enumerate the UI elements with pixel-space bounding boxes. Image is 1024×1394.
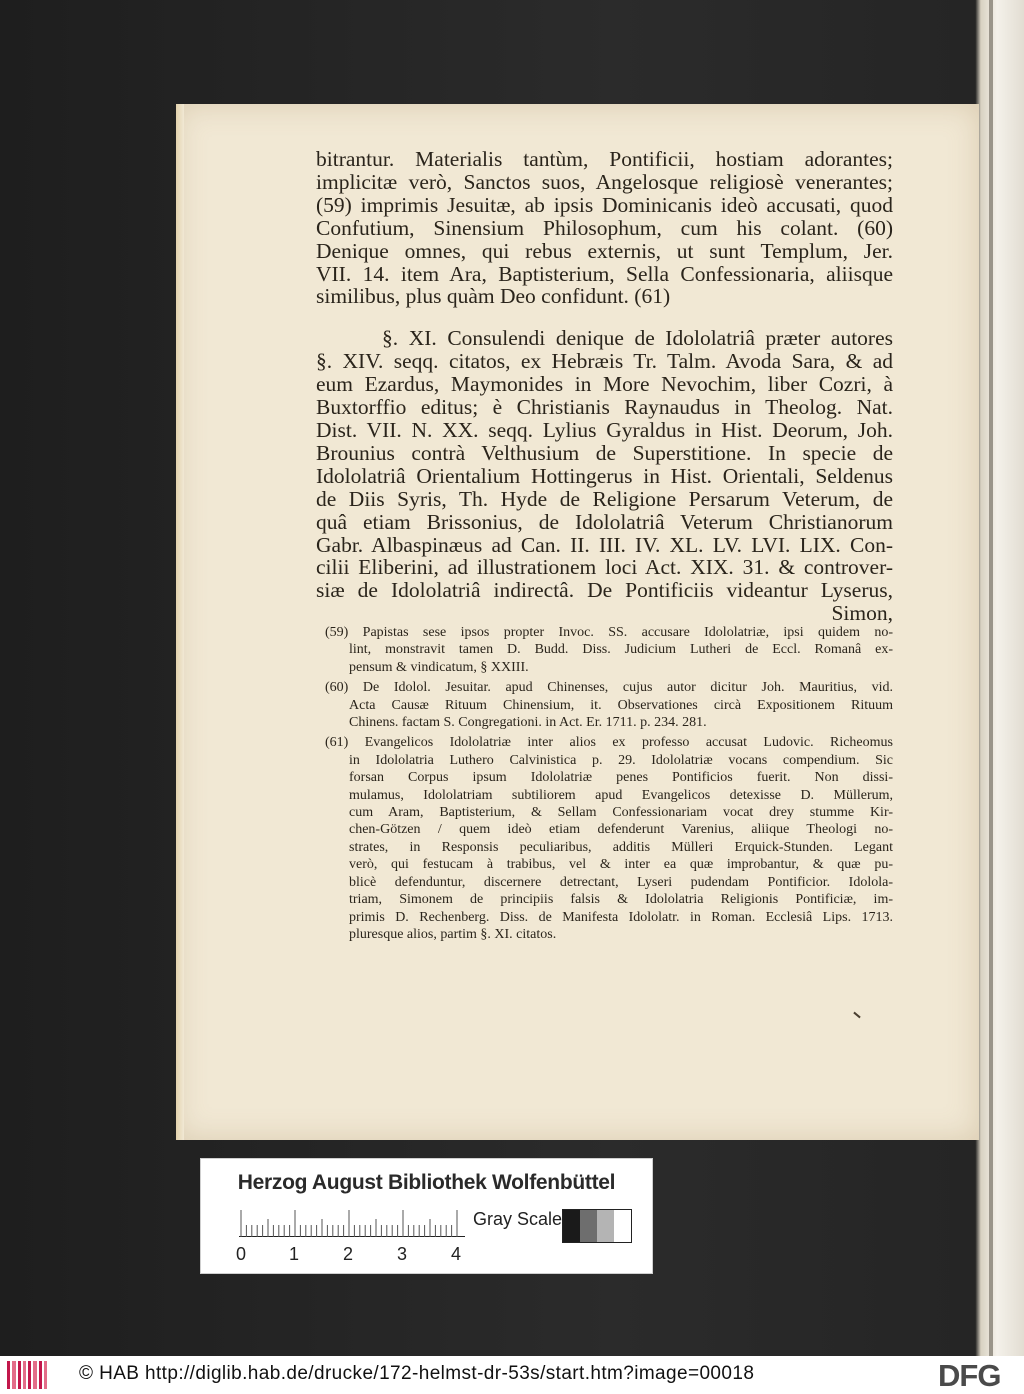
footnote-line: primis D. Rechenberg. Diss. de Manifesta Idololatr. in Roman. Ecclesiâ Lips. 1713. — [349, 909, 893, 925]
card-title: Herzog August Bibliothek Wolfenbüttel — [237, 1171, 616, 1194]
footnote-59 — [325, 624, 893, 676]
text-line: (59) imprimis Jesuitæ, ab ipsis Dominicanis ideò accusati, quod — [316, 192, 893, 217]
paragraph-2 — [316, 327, 893, 625]
copyright-link[interactable]: © HAB http://diglib.hab.de/drucke/172-helmst-dr-53s/start.htm?image=00018 — [79, 1363, 755, 1384]
footnotes — [325, 624, 893, 946]
text-line: implicitæ verò, Sanctos suos, Angelosque religiosè venerantes; — [316, 169, 893, 194]
text-line: siæ de Idololatriâ indirectâ. De Pontificiis videantur Lyserus, — [316, 578, 893, 603]
footnote-line: (61) Evangelicos Idololatriæ inter alios ex professo accusat Ludovic. Richeomus — [325, 735, 893, 751]
footnote-line: in Idololatria Luthero Calvinistica p. 29. Idololatriæ vocans compendium. Sic — [349, 752, 893, 768]
hab-logo-icon — [7, 1361, 47, 1389]
text-line: Idololatriâ Orientalium Hottingerus in Hist. Orientali, Seldenus — [316, 463, 893, 488]
text-line: §. XIV. seqq. citatos, ex Hebræis Tr. Talm. Avoda Sara, & ad — [316, 349, 893, 374]
text-line: Brounius contrà Velthusium de Superstitione. In specie de — [316, 440, 893, 465]
footnote-line: strates, in Responsis peculiaribus, additis Mülleri Erquick-Stunden. Legant — [349, 839, 893, 855]
catchword: Simon, — [831, 601, 893, 626]
text-line: similibus, plus quàm Deo confidunt. (61) — [316, 284, 671, 309]
footnote-61 — [325, 734, 893, 943]
footnote-line: chen-Götzen / quem ideò etiam defenderunt Varenius, aliique Theologi no- — [349, 822, 893, 838]
book-edge — [975, 0, 1024, 1356]
footnote-line: cum Aram, Baptisterium, & Sellam Confessionariam vocat drey stumme Kir- — [349, 805, 893, 821]
text-line: §. XI. Consulendi denique de Idololatriâ præter autores — [382, 326, 893, 351]
footnote-line: blicè defenduntur, discernere detrectant, Lyseri pudendam Pontificior. Idolola- — [349, 874, 893, 890]
gray-scale-label: Gray Scale — [473, 1209, 563, 1229]
footnote-line: mulamus, Idololatriam subtiliorem apud Evangelicos detexisse D. Müllerum, — [349, 787, 893, 803]
gray-patch — [597, 1210, 614, 1242]
ink-mark — [853, 1012, 860, 1019]
text-line: Dist. VII. N. XX. seqq. Lylius Gyraldus in Hist. Deorum, Joh. — [316, 417, 893, 442]
text-line: Confutium, Sinensium Philosophum, cum his colant. (60) — [316, 215, 893, 240]
footnote-60 — [325, 679, 893, 731]
footnote-line: pluresque alios, partim §. XI. citatos. — [349, 926, 557, 942]
paragraph-1 — [316, 148, 893, 308]
text-line: Denique omnes, qui rebus externis, ut sunt Templum, Jer. — [316, 238, 893, 263]
text-line: de Diis Syris, Th. Hyde de Religione Persarum Veterum, de — [316, 486, 893, 511]
scale-number: 3 — [396, 1244, 408, 1264]
scale-number: 1 — [288, 1244, 300, 1264]
gray-patch — [563, 1210, 580, 1242]
ruler-ticks — [239, 1209, 465, 1237]
footnote-line: (60) De Idolol. Jesuitar. apud Chinenses, cujus autor dicitur Joh. Mauritius, vid. — [325, 680, 893, 696]
text-line: cilii Eliberini, ad illustrationem loci Act. XIX. 31. & controver- — [316, 555, 893, 580]
text-line: quâ etiam Brissonius, de Idololatriâ Veterum Christianorum — [316, 509, 893, 534]
footnote-line: verò, qui festucam à trabibus, vel & inter ea quæ improbantur, & quæ pu- — [349, 857, 893, 873]
footnote-line: forsan Corpus ipsum Idololatriæ penes Pontificios fuerit. Non dissi- — [349, 770, 893, 786]
footnote-line: lint, monstravit tamen D. Budd. Diss. Judicium Lutheri de Eccl. Romanâ ex- — [349, 642, 893, 658]
footnote-line: triam, Simonem de principiis falsis & Idololatria Religionis Pontificiæ, im- — [349, 892, 893, 908]
gray-patch — [580, 1210, 597, 1242]
scale-number: 0 — [235, 1244, 247, 1264]
gray-patch — [614, 1210, 631, 1242]
ruler — [235, 1209, 465, 1264]
scale-number: 4 — [450, 1244, 462, 1264]
dfg-logo: DFG — [938, 1358, 1001, 1393]
gray-scale-patches — [562, 1209, 632, 1243]
text-line: Gabr. Albaspinæus ad Can. II. III. IV. XL. LV. LVI. LIX. Con- — [316, 532, 893, 557]
book-page — [176, 104, 979, 1140]
text-line: eum Ezardus, Maymonides in More Nevochim, liber Cozri, à — [316, 372, 893, 397]
text-line: bitrantur. Materialis tantùm, Pontificii, hostiam adorantes; — [316, 147, 893, 171]
footnote-line: Chinens. factam S. Congregationi. in Act. Er. 1711. p. 234. 281. — [349, 715, 707, 731]
scale-number: 2 — [342, 1244, 354, 1264]
color-card — [200, 1158, 653, 1274]
footnote-line: Acta Causæ Rituum Chinensium, it. Observationes circà Expositionem Rituum — [349, 697, 893, 713]
footer-bar — [0, 1356, 1024, 1394]
main-text — [316, 148, 893, 625]
footnote-line: (59) Papistas sese ipsos propter Invoc. SS. accusare Idololatriæ, ipsi quidem no- — [325, 625, 893, 640]
footnote-line: pensum & vindicatum, § XXIII. — [349, 659, 529, 675]
text-line: VII. 14. item Ara, Baptisterium, Sella Confessionaria, aliisque — [316, 261, 893, 286]
text-line: Buxtorffio editus; è Christianis Raynaudus in Theolog. Nat. — [316, 395, 893, 420]
